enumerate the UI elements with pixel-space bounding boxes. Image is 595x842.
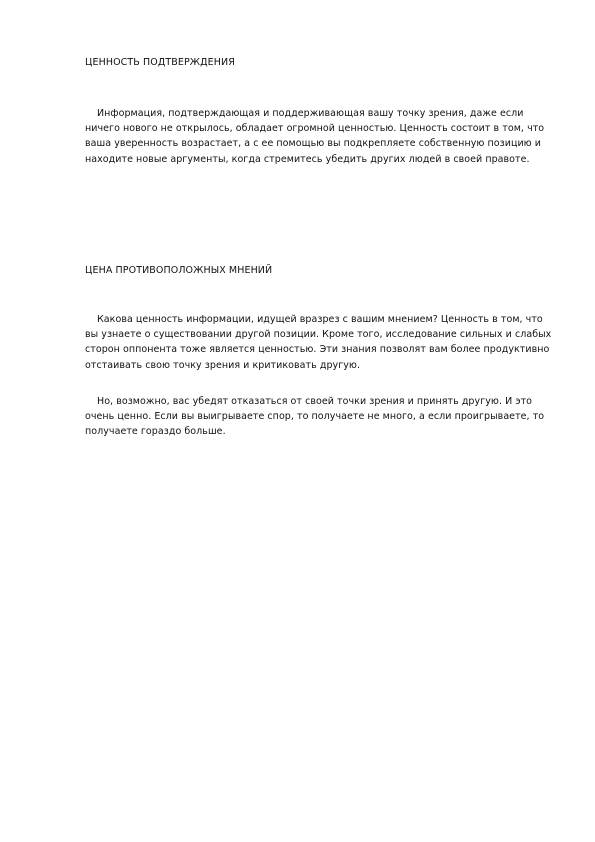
section-heading-confirmation: ЦЕННОСТЬ ПОДТВЕРЖДЕНИЯ	[85, 57, 235, 68]
paragraph-opposing-opinions-1: Какова ценность информации, идущей вразрез с вашим мнением? Ценность в том, что вы узнаете о существовании другой позиции. Кроме того, исследование сильных и слабых сторон оппонента тоже является ценностью. Эти знания позволят вам более продуктивно отстаивать свою точку зрения и критиковать другую.	[85, 314, 552, 371]
paragraph-confirmation: Информация, подтверждающая и поддерживающая вашу точку зрения, даже если ничего нового не открылось, обладает огромной ценностью. Ценность состоит в том, что ваша уверенность возрастает, а с ее помощью вы подкрепляете собственную позицию и находите новые аргументы, когда стремитесь убедить других людей в своей правоте.	[85, 108, 545, 165]
section-heading-opposing-opinions: ЦЕНА ПРОТИВОПОЛОЖНЫХ МНЕНИЙ	[85, 265, 273, 276]
paragraph-opposing-opinions-2: Но, возможно, вас убедят отказаться от своей точки зрения и принять другую. И это очень ценно. Если вы выигрываете спор, то получаете не много, а если проигрываете, то получаете гораздо больше.	[85, 396, 545, 438]
